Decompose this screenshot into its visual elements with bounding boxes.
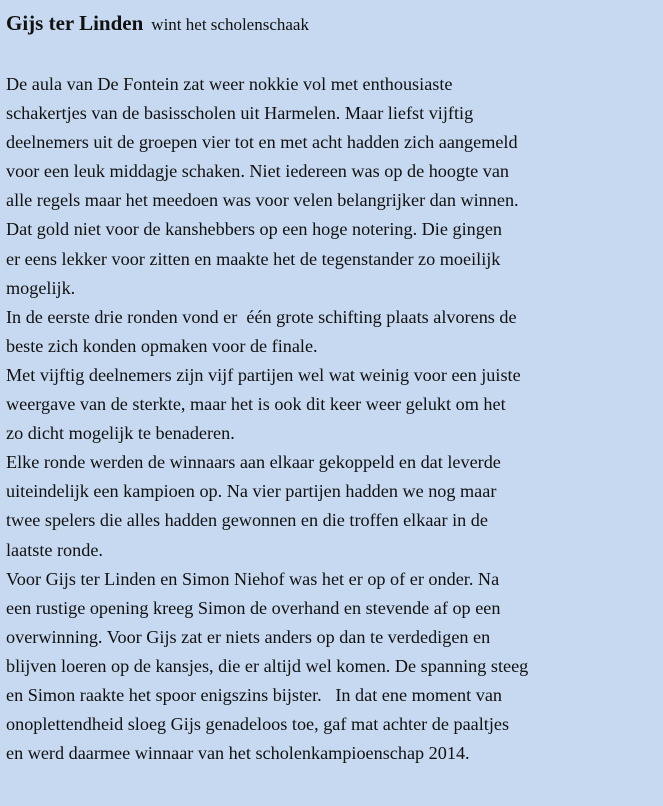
headline-name: Gijs ter Linden bbox=[6, 11, 144, 35]
article-line: zo dicht mogelijk te benaderen. bbox=[6, 423, 235, 444]
article-line: schakertjes van de basisscholen uit Harmelen. Maar liefst vijftig bbox=[6, 103, 474, 124]
article-line: voor een leuk middagje schaken. Niet iedereen was op de hoogte van bbox=[6, 161, 510, 182]
article-line: In de eerste drie ronden vond er één grote schifting plaats alvorens de bbox=[6, 306, 517, 327]
article-body bbox=[6, 70, 657, 768]
article-line: onoplettendheid sloeg Gijs genadeloos toe, gaf mat achter de paaltjes bbox=[6, 714, 510, 735]
article-line: laatste ronde. bbox=[6, 539, 103, 560]
article-line: Dat gold niet voor de kanshebbers op een hoge notering. Die gingen bbox=[6, 219, 502, 240]
article-line: beste zich konden opmaken voor de finale. bbox=[6, 335, 318, 356]
article-line: Elke ronde werden de winnaars aan elkaar gekoppeld en dat leverde bbox=[6, 452, 501, 473]
headline-spacer bbox=[6, 40, 657, 70]
article-line: twee spelers die alles hadden gewonnen en die troffen elkaar in de bbox=[6, 510, 488, 531]
article-line: weergave van de sterkte, maar het is ook dit keer weer gelukt om het bbox=[6, 394, 506, 415]
article-line: mogelijk. bbox=[6, 277, 76, 298]
article-line: blijven loeren op de kansjes, die er altijd wel komen. De spanning steeg bbox=[6, 655, 529, 676]
article-line: een rustige opening kreeg Simon de overhand en stevende af op een bbox=[6, 597, 501, 618]
article-line: De aula van De Fontein zat weer nokkie vol met enthousiaste bbox=[6, 74, 453, 94]
headline-subtitle: wint het scholenschaak bbox=[151, 15, 309, 34]
headline bbox=[6, 4, 657, 40]
article-line: Met vijftig deelnemers zijn vijf partijen wel wat weinig voor een juiste bbox=[6, 364, 521, 385]
article-line: alle regels maar het meedoen was voor velen belangrijker dan winnen. bbox=[6, 190, 519, 211]
article-line: en werd daarmee winnaar van het scholenkampioenschap 2014. bbox=[6, 743, 470, 764]
article-line: en Simon raakte het spoor enigszins bijster. In dat ene moment van bbox=[6, 684, 502, 705]
article-line: er eens lekker voor zitten en maakte het de tegenstander zo moeilijk bbox=[6, 248, 501, 269]
article-line: deelnemers uit de groepen vier tot en met acht hadden zich aangemeld bbox=[6, 132, 518, 153]
article-line: Voor Gijs ter Linden en Simon Niehof was het er op of er onder. Na bbox=[6, 568, 500, 589]
article-line: uiteindelijk een kampioen op. Na vier partijen hadden we nog maar bbox=[6, 481, 497, 502]
article-line: overwinning. Voor Gijs zat er niets anders op dan te verdedigen en bbox=[6, 626, 491, 647]
